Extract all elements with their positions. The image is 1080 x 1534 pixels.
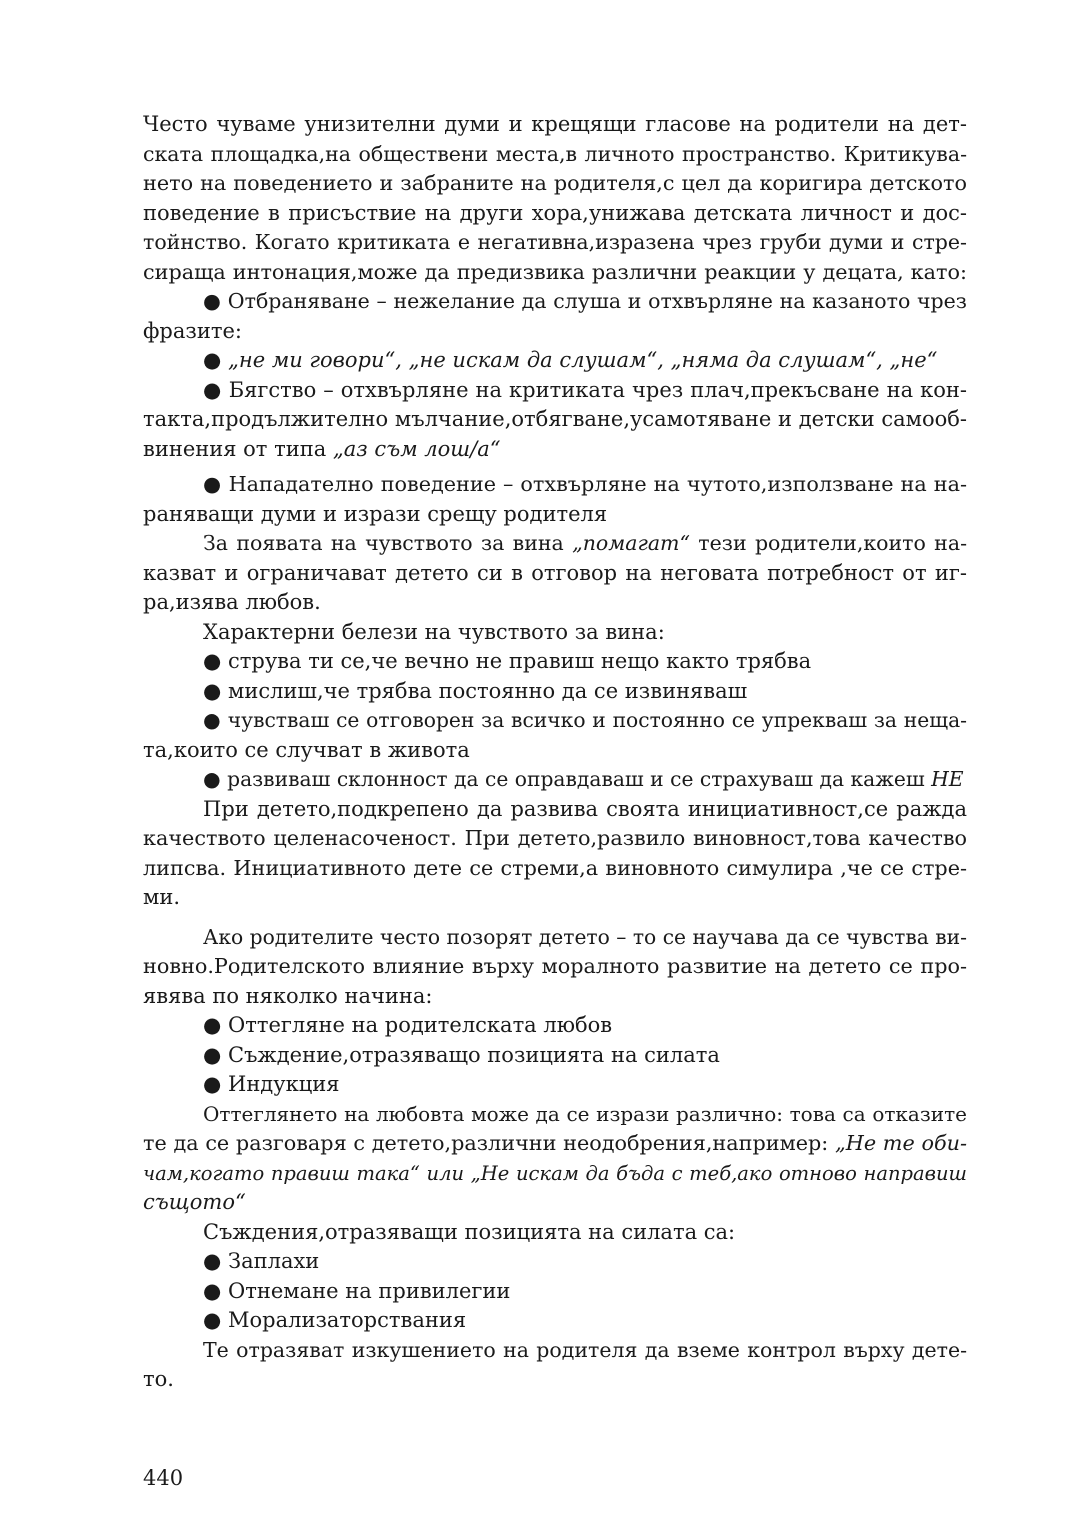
text-run: тези родители,които на- bbox=[689, 531, 967, 555]
text-run: ● развиваш склонност да се оправдаваш и се страхуваш да кажеш bbox=[203, 767, 932, 791]
paragraph-line: Оттеглянето на любовта може да се изрази различно: това са отказите bbox=[203, 1101, 967, 1126]
paragraph-line bbox=[143, 1129, 967, 1159]
paragraph-line: новно.Родителското влияние върху моралното развитие на детето се про- bbox=[143, 954, 967, 978]
paragraph-line: нето на поведението и забраните на родителя,с цел да коригира детското bbox=[143, 171, 967, 195]
bullet-item: ● Нападателно поведение – отхвърляне на чутото,използване на на- bbox=[203, 472, 967, 496]
paragraph-line: та,които се случват в живота bbox=[143, 737, 470, 762]
paragraph-line: Характерни белези на чувството за вина: bbox=[203, 619, 665, 644]
page-body bbox=[143, 110, 967, 1395]
paragraph-line: Често чуваме унизителни думи и крещящи гласове на родители на дет- bbox=[143, 112, 967, 136]
paragraph-line bbox=[143, 435, 967, 465]
paragraph-line: тойнство. Когато критиката е негативна,изразена чрез груби думи и стре- bbox=[143, 230, 967, 254]
bullet-item: ● мислиш,че трябва постоянно да се извиняваш bbox=[203, 678, 748, 703]
paragraph-line: фразите: bbox=[143, 318, 242, 343]
paragraph-line: Съждения,отразяващи позицията на силата са: bbox=[203, 1219, 736, 1244]
bullet-item: ● Морализаторствания bbox=[203, 1308, 467, 1332]
paragraph-line: Те отразяват изкушението на родителя да вземе контрол върху дете- bbox=[203, 1337, 967, 1362]
bullet-item: ● Индукция bbox=[203, 1072, 340, 1096]
quoted-phrase: „аз съм лош/а“ bbox=[332, 436, 501, 461]
bullet-item: ● Отбраняване – нежелание да слуша и отхвърляне на казаното чрез bbox=[203, 289, 967, 313]
paragraph-line: поведение в присъствие на други хора,унижава детската личност и дос- bbox=[143, 200, 967, 225]
quoted-phrases: „не ми говори“, „не искам да слушам“, „няма да слушам“, „не“ bbox=[228, 348, 938, 372]
paragraph-line: Ако родителите често позорят детето – то се научава да се чувства ви- bbox=[203, 924, 967, 949]
paragraph-line: ската площадка,на обществени места,в личното пространство. Критикува- bbox=[143, 141, 967, 166]
paragraph-line: казват и ограничават детето си в отговор на неговата потребност от иг- bbox=[143, 560, 967, 585]
text-run: За появата на чувството за вина bbox=[203, 531, 573, 555]
paragraph-line: раняващи думи и изрази срещу родителя bbox=[143, 501, 608, 526]
quoted-phrase: „Не те оби- bbox=[834, 1131, 967, 1155]
paragraph-line: такта,продължително мълчание,отбягване,усамотяване и детски самооб- bbox=[143, 407, 967, 431]
quoted-phrase: „помагат“ bbox=[572, 531, 690, 555]
bullet-item: ● Оттегляне на родителската любов bbox=[203, 1013, 613, 1037]
paragraph-line: ра,изява любов. bbox=[143, 590, 321, 614]
bullet-item: ● Бягство – отхвърляне на критиката чрез плач,прекъсване на кон- bbox=[203, 377, 967, 402]
paragraph-line: то. bbox=[143, 1367, 174, 1391]
paragraph-line bbox=[143, 529, 967, 559]
paragraph-line: ми. bbox=[143, 885, 181, 909]
bullet-item: ● Заплахи bbox=[203, 1249, 320, 1273]
bullet-marker: ● bbox=[203, 348, 228, 372]
paragraph-line: чам,когато правиш така“ или „Не искам да бъда с теб,ако отново направиш bbox=[143, 1161, 967, 1185]
bullet-item: ● Отнемане на привилегии bbox=[203, 1278, 511, 1303]
paragraph-line: същото“ bbox=[143, 1190, 246, 1214]
page-number: 440 bbox=[143, 1466, 184, 1490]
paragraph-line: При детето,подкрепено да развива своята инициативност,се ражда bbox=[203, 796, 967, 821]
bullet-item bbox=[143, 346, 967, 376]
bullet-item: ● струва ти се,че вечно не правиш нещо както трябва bbox=[203, 649, 812, 673]
paragraph-line: качеството целенасоченост. При детето,развило виновност,това качество bbox=[143, 826, 967, 850]
text-run: те да се разговаря с детето,различни неодобрения,например: bbox=[143, 1131, 835, 1155]
bullet-item: ● чувстваш се отговорен за всичко и постоянно се упрекваш за неща- bbox=[203, 708, 967, 732]
paragraph-line: липсва. Инициативното дете се стреми,а виновното симулира ,че се стре- bbox=[143, 855, 967, 880]
paragraph-line: сираща интонация,може да предизвика различни реакции у децата, като: bbox=[143, 259, 967, 284]
text-run: винения от типа bbox=[143, 436, 333, 461]
emphasis: НЕ bbox=[931, 767, 964, 791]
bullet-item: ● Съждение,отразяващо позицията на силата bbox=[203, 1042, 720, 1067]
bullet-item bbox=[143, 765, 967, 795]
paragraph-line: явява по няколко начина: bbox=[143, 983, 433, 1008]
